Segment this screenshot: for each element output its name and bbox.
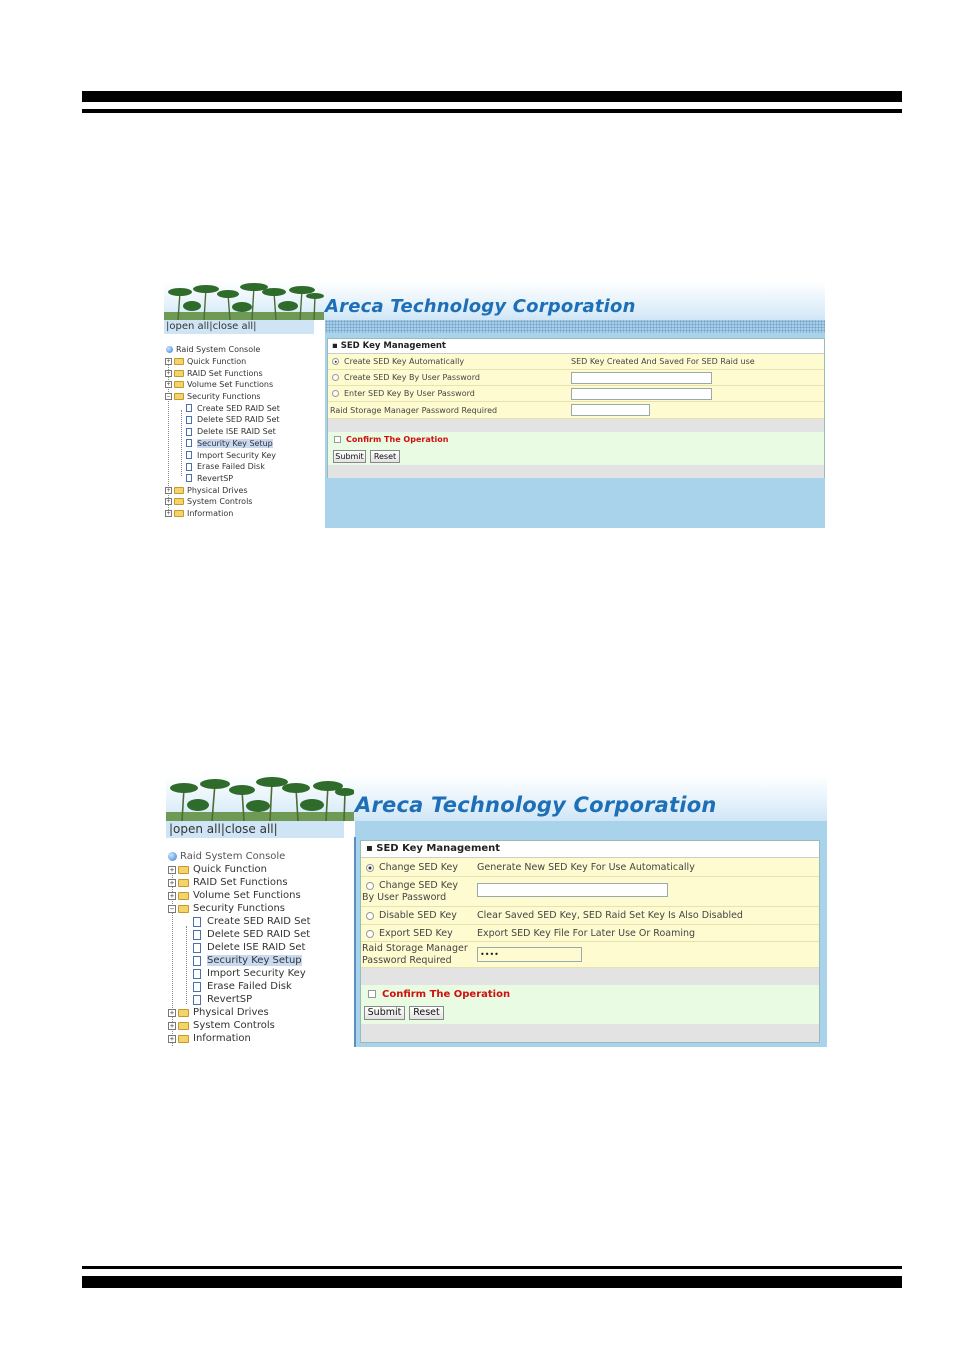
option-row: Enter SED Key By User Password (328, 386, 824, 402)
main-content (325, 333, 825, 528)
footer-rule-thin (82, 1266, 902, 1269)
panel-title: ▪ SED Key Management (328, 339, 824, 354)
close-all-link[interactable]: close all| (224, 822, 278, 836)
password-input[interactable] (571, 404, 650, 416)
password-row (328, 402, 824, 419)
folder-icon (178, 1022, 189, 1030)
footer-rule-thick (82, 1276, 902, 1288)
page-icon (193, 917, 201, 927)
console-icon (168, 852, 177, 861)
folder-icon (178, 879, 189, 887)
page-icon (193, 982, 201, 992)
option-description: Export SED Key File For Later Use Or Roaming (477, 928, 696, 939)
collapse-minus-icon[interactable]: − (166, 393, 171, 401)
tree-item-information[interactable]: + Information (166, 508, 234, 518)
page-icon (193, 943, 201, 953)
option-description: Generate New SED Key For Use Automatically (477, 862, 695, 873)
expand-plus-icon[interactable]: + (166, 486, 171, 494)
screenshot-1 (164, 282, 825, 528)
tree-item-raid-set-functions[interactable]: + RAID Set Functions (166, 368, 263, 378)
tree-root[interactable]: Raid System Console (164, 344, 322, 356)
tree-item-delete-ise-raid-set[interactable]: Delete ISE RAID Set (166, 941, 352, 954)
page-icon (186, 463, 192, 471)
collapse-minus-icon[interactable]: − (169, 904, 175, 913)
option-row: Change SED Key By User Password (361, 877, 819, 907)
confirm-label: Confirm The Operation (382, 989, 511, 1000)
button-row (328, 447, 824, 465)
tree-item-revertsp[interactable]: RevertSP (166, 993, 352, 1006)
page-icon (186, 474, 192, 482)
radio-export-sed-key[interactable] (366, 930, 374, 938)
tree-item-security-key-setup[interactable]: Security Key Setup (166, 954, 352, 967)
tree-item-physical-drives[interactable]: + Physical Drives (166, 485, 248, 495)
submit-button[interactable]: Submit (333, 450, 366, 463)
tree-root[interactable]: Raid System Console (166, 850, 352, 863)
nav-tree (166, 850, 352, 1045)
confirm-label: Confirm The Operation (346, 435, 449, 444)
folder-icon (174, 381, 184, 388)
tree-item-information[interactable]: + Information (169, 1033, 251, 1044)
header-rule-thin (82, 109, 902, 113)
brand-title: Areca Technology Corporation (325, 296, 636, 317)
expand-plus-icon[interactable]: + (169, 1008, 175, 1017)
radio-change-sed-key[interactable] (366, 864, 374, 872)
sed-key-panel (360, 840, 820, 1043)
header-hatch (325, 320, 825, 333)
tree-item-security-key-setup[interactable]: Security Key Setup (164, 438, 322, 450)
panel-title: ▪ SED Key Management (361, 841, 819, 858)
folder-icon (178, 1009, 189, 1017)
header-rule-thick (82, 91, 902, 102)
tree-item-system-controls[interactable]: + System Controls (169, 1020, 275, 1031)
confirm-row (361, 985, 819, 1003)
option-description: Clear Saved SED Key, SED Raid Set Key Is Also Disabled (477, 910, 743, 921)
folder-icon (174, 498, 184, 505)
page-icon (193, 969, 201, 979)
page-icon (193, 930, 201, 940)
password-label: Raid Storage Manager Password Required (330, 406, 498, 415)
password-label: Raid Storage Manager (362, 943, 468, 954)
expand-plus-icon[interactable]: + (169, 891, 175, 900)
tree-item-create-sed-raid-set[interactable]: Create SED RAID Set (164, 402, 322, 414)
tree-item-import-security-key[interactable]: Import Security Key (166, 967, 352, 980)
option-row: Create SED Key Automatically SED Key Created And Saved For SED Raid use (328, 354, 824, 370)
radio-create-sed-key-automatically[interactable] (332, 358, 339, 365)
page-icon (193, 995, 201, 1005)
tree-item-security-functions[interactable]: − Security Functions (166, 392, 261, 402)
folder-icon (174, 358, 184, 365)
radio-disable-sed-key[interactable] (366, 912, 374, 920)
folder-icon (174, 370, 184, 377)
expand-plus-icon[interactable]: + (166, 369, 171, 377)
tree-item-delete-sed-raid-set[interactable]: Delete SED RAID Set (166, 928, 352, 941)
radio-change-sed-key-by-user-password[interactable] (366, 882, 374, 890)
tree-item-create-sed-raid-set[interactable]: Create SED RAID Set (166, 915, 352, 928)
expand-plus-icon[interactable]: + (169, 865, 175, 874)
tree-item-physical-drives[interactable]: + Physical Drives (169, 1007, 269, 1018)
palm-trees-image (166, 776, 354, 821)
folder-icon (178, 866, 189, 874)
tree-item-system-controls[interactable]: + System Controls (166, 497, 253, 507)
bullet-icon: ▪ (366, 843, 377, 854)
user-password-input[interactable] (477, 883, 668, 897)
expand-plus-icon[interactable]: + (166, 498, 171, 506)
expand-plus-icon[interactable]: + (166, 358, 171, 366)
expand-plus-icon[interactable]: + (166, 381, 171, 389)
banner (164, 282, 825, 320)
option-row: Change SED Key Generate New SED Key For Use Automatically (361, 858, 819, 877)
header-hatch (355, 821, 827, 837)
confirm-row (328, 432, 824, 447)
expand-plus-icon[interactable]: + (166, 509, 171, 517)
page-icon (186, 439, 192, 447)
open-folder-icon (178, 905, 189, 913)
sed-key-panel (327, 338, 825, 478)
page-icon (186, 404, 192, 412)
submit-button[interactable]: Submit (364, 1006, 405, 1020)
tree-item-erase-failed-disk[interactable]: Erase Failed Disk (164, 461, 322, 473)
tree-item-volume-set-functions[interactable]: + Volume Set Functions (169, 890, 301, 901)
password-row: Raid Storage Manager Password Required •••• (361, 942, 819, 968)
open-folder-icon (174, 393, 184, 400)
tree-item-quick-function[interactable]: + Quick Function (169, 864, 267, 875)
expand-plus-icon[interactable]: + (169, 878, 175, 887)
confirm-checkbox[interactable] (368, 990, 376, 998)
folder-icon (174, 510, 184, 517)
tree-item-revertsp[interactable]: RevertSP (164, 473, 322, 485)
close-all-link[interactable]: close all| (212, 321, 257, 332)
expand-plus-icon[interactable]: + (169, 1034, 175, 1043)
button-row (361, 1003, 819, 1024)
open-close-bar (166, 821, 344, 838)
open-close-bar (164, 320, 314, 334)
brand-title: Areca Technology Corporation (355, 793, 717, 817)
tree-item-erase-failed-disk[interactable]: Erase Failed Disk (166, 980, 352, 993)
folder-icon (178, 1035, 189, 1043)
main-content (354, 837, 827, 1047)
tree-item-raid-set-functions[interactable]: + RAID Set Functions (169, 877, 288, 888)
radio-enter-sed-key-by-user-password[interactable] (332, 390, 339, 397)
page-icon (186, 416, 192, 424)
option-row: Create SED Key By User Password (328, 370, 824, 386)
tree-item-quick-function[interactable]: + Quick Function (166, 357, 247, 367)
user-password-input[interactable] (571, 372, 712, 384)
reset-button[interactable]: Reset (409, 1006, 444, 1020)
page-icon (186, 428, 192, 436)
option-row: Disable SED Key Clear Saved SED Key, SED Raid Set Key Is Also Disabled (361, 907, 819, 925)
folder-icon (178, 892, 189, 900)
expand-plus-icon[interactable]: + (169, 1021, 175, 1030)
tree-item-delete-sed-raid-set[interactable]: Delete SED RAID Set (164, 414, 322, 426)
screenshot-2 (166, 776, 827, 1047)
enter-key-input[interactable] (571, 388, 712, 400)
palm-trees-image (164, 282, 324, 320)
nav-tree (164, 344, 322, 519)
open-all-link[interactable]: |open all| (169, 822, 225, 836)
open-all-link[interactable]: |open all| (166, 321, 213, 332)
option-description: SED Key Created And Saved For SED Raid use (571, 357, 755, 366)
radio-create-sed-key-by-user-password[interactable] (332, 374, 339, 381)
folder-icon (174, 487, 184, 494)
confirm-checkbox[interactable] (334, 436, 341, 443)
page-icon (193, 956, 201, 966)
option-row: Export SED Key Export SED Key File For Later Use Or Roaming (361, 925, 819, 942)
reset-button[interactable]: Reset (370, 450, 400, 463)
bullet-icon: ▪ (332, 341, 341, 351)
tree-item-import-security-key[interactable]: Import Security Key (164, 449, 322, 461)
tree-item-volume-set-functions[interactable]: + Volume Set Functions (166, 380, 274, 390)
console-icon (166, 346, 173, 353)
banner (166, 776, 827, 821)
tree-item-delete-ise-raid-set[interactable]: Delete ISE RAID Set (164, 426, 322, 438)
page-icon (186, 451, 192, 459)
tree-item-security-functions[interactable]: − Security Functions (169, 903, 285, 914)
password-input[interactable]: •••• (477, 947, 582, 962)
